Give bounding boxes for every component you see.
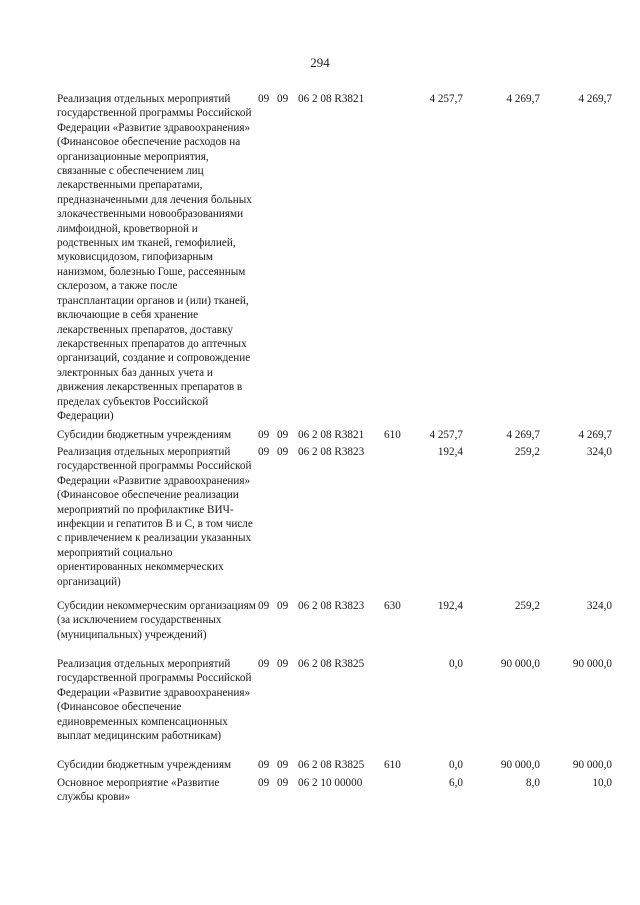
page-number: 294 [310, 55, 330, 70]
row-target-article: 06 2 08 R3821 [298, 93, 365, 105]
row-name: Реализация отдельных мероприятий государственной программы Российской Федерации «Развитие здравоохранения» (Финансовое обеспечение расходов на организационные мероприятия, связанные с обеспечением лиц лекарственными препаратами, предназначенными для лечения больных злокачественными новообразованиями лимфоидной, кроветворной и родственных им тканей, гемофилией, муковисцидозом, гипофизарным нанизмом, болезнью Гоше, рассеянным склерозом, а также после трансплантации органов и (или) тканей, включающие в себя хранение лекарственных препаратов, доставку лекарственных препаратов до аптечных организаций, создание и сопровождение электронных баз данных учета и движения лекарственных препаратов в пределах субъектов Российской Федерации) [57, 93, 252, 422]
row-target-article: 06 2 10 00000 [298, 777, 363, 789]
row-target-article: 06 2 08 R3821 [298, 429, 365, 441]
row-amount-2: 259,2 [514, 446, 540, 458]
row-expense-type: 630 [384, 600, 401, 612]
row-subsection-code: 09 [277, 446, 289, 458]
row-section-code: 09 [258, 777, 270, 789]
row-amount-2: 90 000,0 [500, 658, 540, 670]
row-name: Реализация отдельных мероприятий государственной программы Российской Федерации «Развитие здравоохранения» (Финансовое обеспечение реализации мероприятий по профилактике ВИЧ-инфекции и гепатитов В и С, в том числе с привлечением к реализации указанных мероприятий социально ориентированных некоммерческих организаций) [57, 446, 253, 588]
row-section-code: 09 [258, 600, 270, 612]
row-amount-1: 192,4 [437, 446, 463, 458]
row-amount-1: 192,4 [437, 600, 463, 612]
row-amount-1: 4 257,7 [429, 93, 463, 105]
row-section-code: 09 [258, 759, 270, 771]
row-expense-type: 610 [384, 759, 401, 771]
row-name: Реализация отдельных мероприятий государственной программы Российской Федерации «Развитие здравоохранения» (Финансовое обеспечение единовременных компенсационных выплат медицинским работникам) [57, 658, 252, 743]
row-target-article: 06 2 08 R3825 [298, 759, 365, 771]
row-expense-type: 610 [384, 429, 401, 441]
row-amount-3: 4 269,7 [578, 429, 612, 441]
row-amount-2: 90 000,0 [500, 759, 540, 771]
row-name: Основное мероприятие «Развитие службы крови» [57, 777, 220, 804]
row-target-article: 06 2 08 R3823 [298, 446, 365, 458]
row-name: Субсидии бюджетным учреждениям [57, 429, 232, 441]
row-amount-1: 6,0 [449, 777, 463, 789]
row-subsection-code: 09 [277, 429, 289, 441]
row-subsection-code: 09 [277, 600, 289, 612]
row-amount-3: 324,0 [586, 600, 612, 612]
row-amount-1: 4 257,7 [429, 429, 463, 441]
row-amount-3: 90 000,0 [572, 658, 612, 670]
row-section-code: 09 [258, 429, 270, 441]
row-amount-2: 259,2 [514, 600, 540, 612]
row-amount-3: 4 269,7 [578, 93, 612, 105]
row-section-code: 09 [258, 93, 270, 105]
row-subsection-code: 09 [277, 93, 289, 105]
row-amount-3: 324,0 [586, 446, 612, 458]
row-name: Субсидии некоммерческим организациям (за исключением государственных (муниципальных) учреждений) [57, 600, 256, 641]
row-name: Субсидии бюджетным учреждениям [57, 759, 232, 771]
row-section-code: 09 [258, 658, 270, 670]
row-amount-2: 8,0 [526, 777, 540, 789]
row-subsection-code: 09 [277, 777, 289, 789]
row-amount-3: 90 000,0 [572, 759, 612, 771]
row-amount-2: 4 269,7 [506, 429, 540, 441]
row-amount-1: 0,0 [449, 759, 463, 771]
row-target-article: 06 2 08 R3823 [298, 600, 365, 612]
row-amount-2: 4 269,7 [506, 93, 540, 105]
row-target-article: 06 2 08 R3825 [298, 658, 365, 670]
row-amount-3: 10,0 [592, 777, 612, 789]
row-subsection-code: 09 [277, 759, 289, 771]
row-section-code: 09 [258, 446, 270, 458]
row-amount-1: 0,0 [449, 658, 463, 670]
row-subsection-code: 09 [277, 658, 289, 670]
